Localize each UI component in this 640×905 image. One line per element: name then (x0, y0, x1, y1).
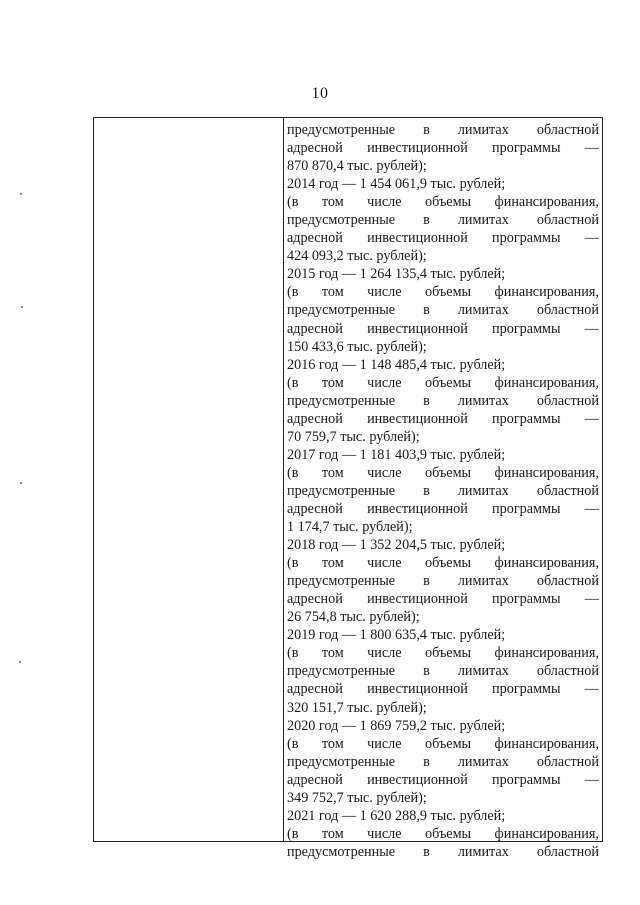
text-line (287, 121, 599, 139)
word: объемы (424, 645, 472, 662)
word: программы (492, 681, 561, 698)
word: — (584, 500, 599, 517)
text-line: 2020 год — 1 869 759,2 тыс. рублей; (287, 717, 506, 734)
page-number: 10 (311, 85, 329, 102)
word: инвестиционной (367, 591, 468, 608)
word: предусмотренные (287, 122, 396, 138)
word: — (584, 140, 599, 157)
word: числе (367, 555, 402, 572)
word: предусмотренные (287, 392, 396, 409)
word: предусмотренные (287, 212, 396, 229)
word: предусмотренные (287, 302, 396, 319)
text-line: 2018 год — 1 352 204,5 тыс. рублей; (287, 537, 506, 554)
word: — (584, 591, 599, 608)
word: — (584, 681, 599, 698)
word: предусмотренные (287, 663, 396, 680)
word: объемы (424, 555, 472, 572)
word: в (423, 482, 430, 499)
word: областной (536, 663, 599, 680)
word: объемы (424, 374, 472, 391)
word: инвестиционной (367, 320, 468, 337)
text-line (287, 554, 599, 572)
word: в (423, 663, 430, 680)
right-cell (287, 121, 599, 861)
text-line (287, 843, 599, 861)
word: (в (287, 464, 299, 481)
word: — (584, 410, 599, 427)
word: областной (536, 122, 599, 138)
word: финансирования, (494, 555, 599, 572)
word: том (321, 374, 344, 391)
word: финансирования, (494, 825, 599, 842)
word: инвестиционной (367, 771, 468, 788)
word: числе (367, 735, 402, 752)
word: в (423, 122, 430, 138)
word: программы (492, 230, 561, 247)
text-line: 349 752,7 тыс. рублей); (287, 789, 427, 806)
text-line (287, 662, 599, 680)
word: (в (287, 825, 299, 842)
scan-speck (20, 482, 22, 484)
text-line (287, 139, 599, 157)
word: областной (536, 753, 599, 770)
text-line: 2015 год — 1 264 135,4 тыс. рублей; (287, 266, 506, 283)
word: финансирования, (494, 464, 599, 481)
text-line: 2019 год — 1 800 635,4 тыс. рублей; (287, 627, 506, 644)
text-line: 2016 год — 1 148 485,4 тыс. рублей; (287, 356, 506, 373)
word: (в (287, 645, 299, 662)
text-line (287, 464, 599, 482)
scan-speck (20, 193, 22, 195)
word: адресной (287, 591, 343, 608)
word: адресной (287, 140, 343, 157)
word: инвестиционной (367, 410, 468, 427)
word: в (423, 843, 430, 860)
word: том (321, 194, 344, 211)
word: финансирования, (494, 374, 599, 391)
text-line (287, 735, 599, 753)
word: том (321, 825, 344, 842)
word: предусмотренные (287, 753, 396, 770)
text-line (287, 572, 599, 590)
text-line: 870 870,4 тыс. рублей); (287, 158, 427, 175)
word: числе (367, 825, 402, 842)
word: том (321, 645, 344, 662)
word: адресной (287, 771, 343, 788)
word: числе (367, 194, 402, 211)
word: адресной (287, 230, 343, 247)
word: том (321, 464, 344, 481)
text-line (287, 825, 599, 843)
word: лимитах (457, 573, 509, 590)
word: объемы (424, 735, 472, 752)
word: объемы (424, 284, 472, 301)
text-line: 2021 год — 1 620 288,9 тыс. рублей; (287, 807, 506, 824)
word: программы (492, 500, 561, 517)
word: числе (367, 284, 402, 301)
word: лимитах (457, 482, 509, 499)
word: том (321, 284, 344, 301)
word: том (321, 735, 344, 752)
text-line: 150 433,6 тыс. рублей); (287, 338, 427, 355)
word: лимитах (457, 753, 509, 770)
word: программы (492, 771, 561, 788)
word: предусмотренные (287, 843, 396, 860)
text-line (287, 320, 599, 338)
text-line: 2017 год — 1 181 403,9 тыс. рублей; (287, 446, 506, 463)
word: адресной (287, 320, 343, 337)
word: лимитах (457, 663, 509, 680)
text-line (287, 374, 599, 392)
word: (в (287, 284, 299, 301)
word: инвестиционной (367, 230, 468, 247)
scan-speck (19, 661, 21, 663)
word: лимитах (457, 212, 509, 229)
word: инвестиционной (367, 140, 468, 157)
word: предусмотренные (287, 482, 396, 499)
word: инвестиционной (367, 681, 468, 698)
word: в (423, 302, 430, 319)
word: числе (367, 464, 402, 481)
text-line: 1 174,7 тыс. рублей); (287, 519, 413, 536)
text-line: 26 754,8 тыс. рублей); (287, 609, 420, 626)
word: предусмотренные (287, 573, 396, 590)
word: адресной (287, 500, 343, 517)
text-line (287, 410, 599, 428)
text-line (287, 283, 599, 301)
word: областной (536, 843, 599, 860)
word: (в (287, 374, 299, 391)
text-line (287, 771, 599, 789)
text-line (287, 229, 599, 247)
word: — (584, 771, 599, 788)
text-line (287, 193, 599, 211)
text-line (287, 680, 599, 698)
word: (в (287, 735, 299, 752)
text-line: 70 759,7 тыс. рублей); (287, 428, 420, 445)
word: инвестиционной (367, 500, 468, 517)
text-line: 424 093,2 тыс. рублей); (287, 248, 427, 265)
word: финансирования, (494, 284, 599, 301)
word: программы (492, 320, 561, 337)
word: областной (536, 482, 599, 499)
word: числе (367, 645, 402, 662)
word: финансирования, (494, 645, 599, 662)
word: областной (536, 212, 599, 229)
text-line (287, 644, 599, 662)
word: лимитах (457, 122, 509, 138)
word: областной (536, 302, 599, 319)
word: объемы (424, 194, 472, 211)
text-line (287, 590, 599, 608)
word: лимитах (457, 843, 509, 860)
word: в (423, 753, 430, 770)
word: (в (287, 555, 299, 572)
text-line: 320 151,7 тыс. рублей); (287, 699, 427, 716)
word: в (423, 573, 430, 590)
column-divider (283, 118, 284, 841)
scan-speck (21, 306, 23, 308)
text-line: 2014 год — 1 454 061,9 тыс. рублей; (287, 176, 506, 193)
word: в (423, 212, 430, 229)
text-line (287, 392, 599, 410)
word: — (584, 320, 599, 337)
passport-table (93, 117, 603, 860)
word: числе (367, 374, 402, 391)
word: финансирования, (494, 735, 599, 752)
text-line (287, 753, 599, 771)
word: финансирования, (494, 194, 599, 211)
word: областной (536, 573, 599, 590)
word: адресной (287, 681, 343, 698)
word: (в (287, 194, 299, 211)
word: объемы (424, 825, 472, 842)
text-line (287, 500, 599, 518)
word: программы (492, 410, 561, 427)
word: лимитах (457, 392, 509, 409)
word: лимитах (457, 302, 509, 319)
word: в (423, 392, 430, 409)
text-line (287, 301, 599, 319)
word: программы (492, 140, 561, 157)
word: том (321, 555, 344, 572)
word: объемы (424, 464, 472, 481)
word: программы (492, 591, 561, 608)
text-line (287, 211, 599, 229)
word: областной (536, 392, 599, 409)
word: — (584, 230, 599, 247)
word: адресной (287, 410, 343, 427)
text-line (287, 482, 599, 500)
